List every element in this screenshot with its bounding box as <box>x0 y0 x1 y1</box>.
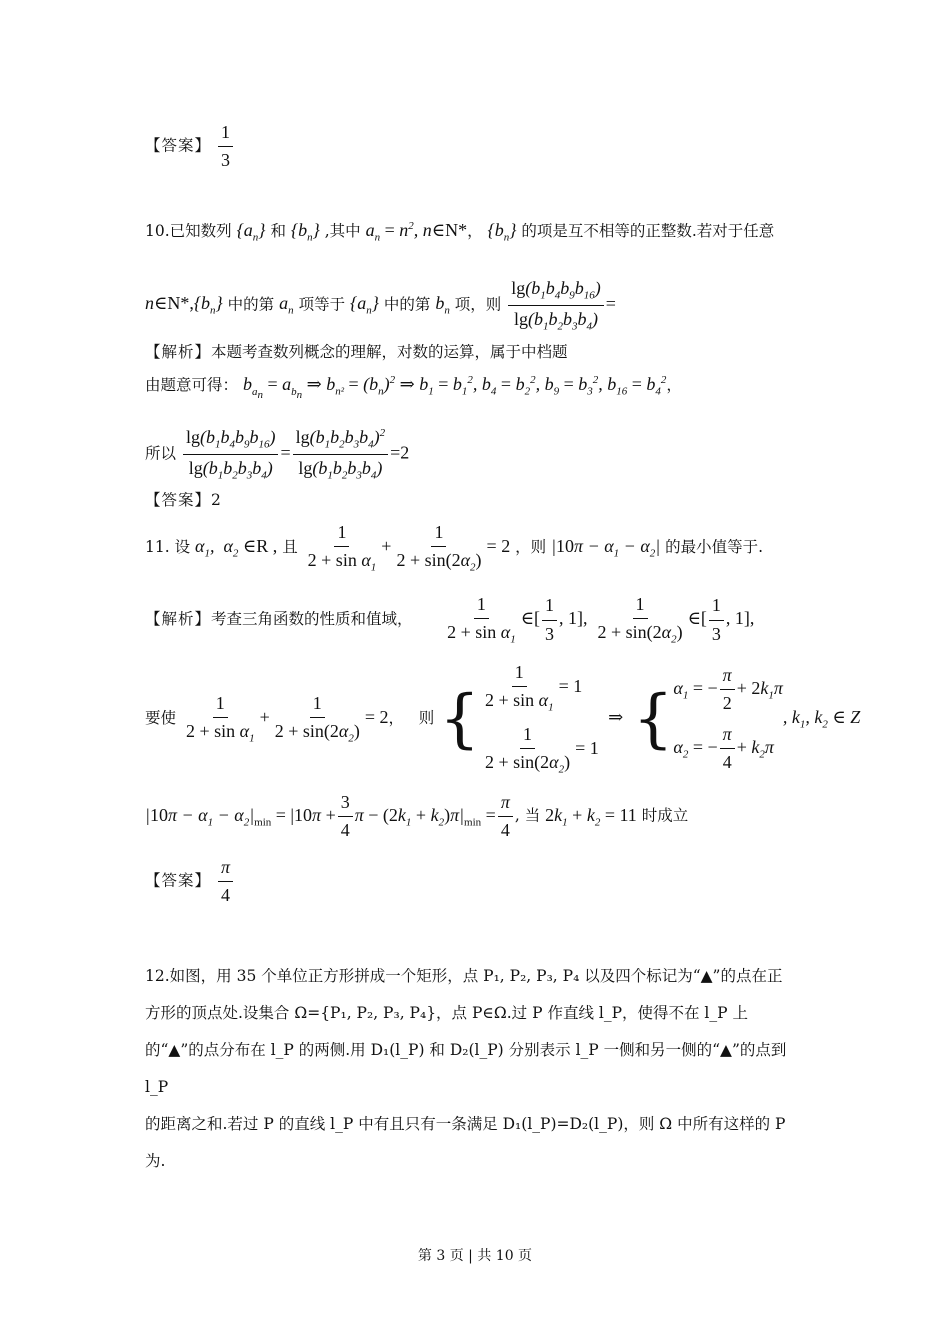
q11-analysis: 【解析】考查三角函数的性质和值域， $\frac{1}{2 + \sin \alpha_1}$ ∈[ $\frac{1}{3}$ , 1], $\frac{1}{2 + \sin(2\alpha_2)}$ ∈[ $\frac{1}{3}$ , 1], <box>145 594 755 646</box>
q10-analysis: 【解析】本题考查数列概念的理解，对数的运算，属于中档题 <box>145 343 568 361</box>
q12-question: 12.如图，用 35 个单位正方形拼成一个矩形，点 P₁, P₂, P₃, P₄ 以及四个标记为“▲”的点在正 方形的顶点处.设集合 Ω={P₁, P₂, P₃, P₄}，点 P∈Ω.过 P 作直线 l_P，使得不在 l_P 上 的“▲”的点分布在 l_P 的两侧.用 D₁(l_P) 和 D₂(l_P) 分别表示 l_P 一侧和另一侧的“▲”的点到 l_P 的距离之和.若过 P 的直线 l_P 中有且只有一条满足 D₁(l_P)=D₂(l_P)，则 Ω 中所有这样的 P 为. <box>145 967 787 1170</box>
q9-answer: 【答案】 $\frac{1}{3}$ <box>145 120 235 173</box>
q11-answer: 【答案】 $\frac{\pi}{4}$ <box>145 855 235 908</box>
q10-answer: 【答案】2 <box>145 491 221 509</box>
q10-line2: $n\in N*,\{b_n\}$ 中的第 $a_n$ 项等于 $\{a_n\}$ 中的第 $b_n$ 项，则 $\frac{\lg(b_1b_4b_9b_{16})}{\lg(b_1b_2b_3b_4)}$ = <box>145 276 616 335</box>
q10-derivation: 由题意可得： $b_{a_n} = a_{b_n}$ ⇒ $b_{n^2} = (b_n)^2$ ⇒ $b_1 = b_1^2$, $b_4 = b_2^2$, $b_9 = b_3^2$, $b_{16} = b_4^2$， <box>145 374 682 401</box>
q11-result: $|10\pi - \alpha_1 - \alpha_2|_{min} = |10\pi$ + $\frac{3}{4}$ $\pi - (2k_1 + k_2)\pi|_{min}$ = $\frac{\pi}{4}$ , 当 $2k_1 + k_2 = 11$ 时成立 <box>145 792 689 841</box>
q10-line1: 10.已知数列 $\{a_n\}$ 和 $\{b_n\}$ ,其中 $a_n = n^2$, n∈N*， $\{b_n\}$ 的项是互不相等的正整数.若对于任意 <box>145 220 775 244</box>
q9-answer-fraction: $\frac{1}{3}$ <box>218 120 233 173</box>
q10-so: 所以 $\frac{\lg(b_1b_4b_9b_{16})}{\lg(b_1b_2b_3b_4)}$ = $\frac{\lg(b_1b_2b_3b_4)^2}{\lg(b_1b_2b_3b_4)}$ =2 <box>145 427 410 482</box>
page-footer: 第 3 页 | 共 10 页 <box>417 1248 533 1264</box>
q11-system: 要使 $\frac{1}{2 + \sin \alpha_1}$ + $\frac{1}{2 + \sin(2\alpha_2)}$ = 2， 则 { $\frac{1}{2 + \sin \alpha_1}$ = 1 $\frac{1}{2 + \sin(2\alpha_2)}$ = 1 ⇒ { $\alpha_1$ = − $\frac{\pi}{2}$ + $2k_1\pi$ $\alpha_2$ = − $\frac{\pi}{4}$ + $k_2\pi$ , $k_1$, $k_2$ ∈ Z <box>145 662 861 776</box>
q11-question: 11. 设 $\alpha_1$, $\alpha_2$ ∈R , 且 $\frac{1}{2 + \sin \alpha_1}$ + $\frac{1}{2 + \sin(2\alpha_2)}$ = 2 ，则 $|10\pi - \alpha_1 - \alpha_2|$ 的最小值等于. <box>145 522 764 574</box>
q10-question-fraction: $\frac{\lg(b_1b_4b_9b_{16})}{\lg(b_1b_2b_3b_4)}$ <box>508 276 604 335</box>
